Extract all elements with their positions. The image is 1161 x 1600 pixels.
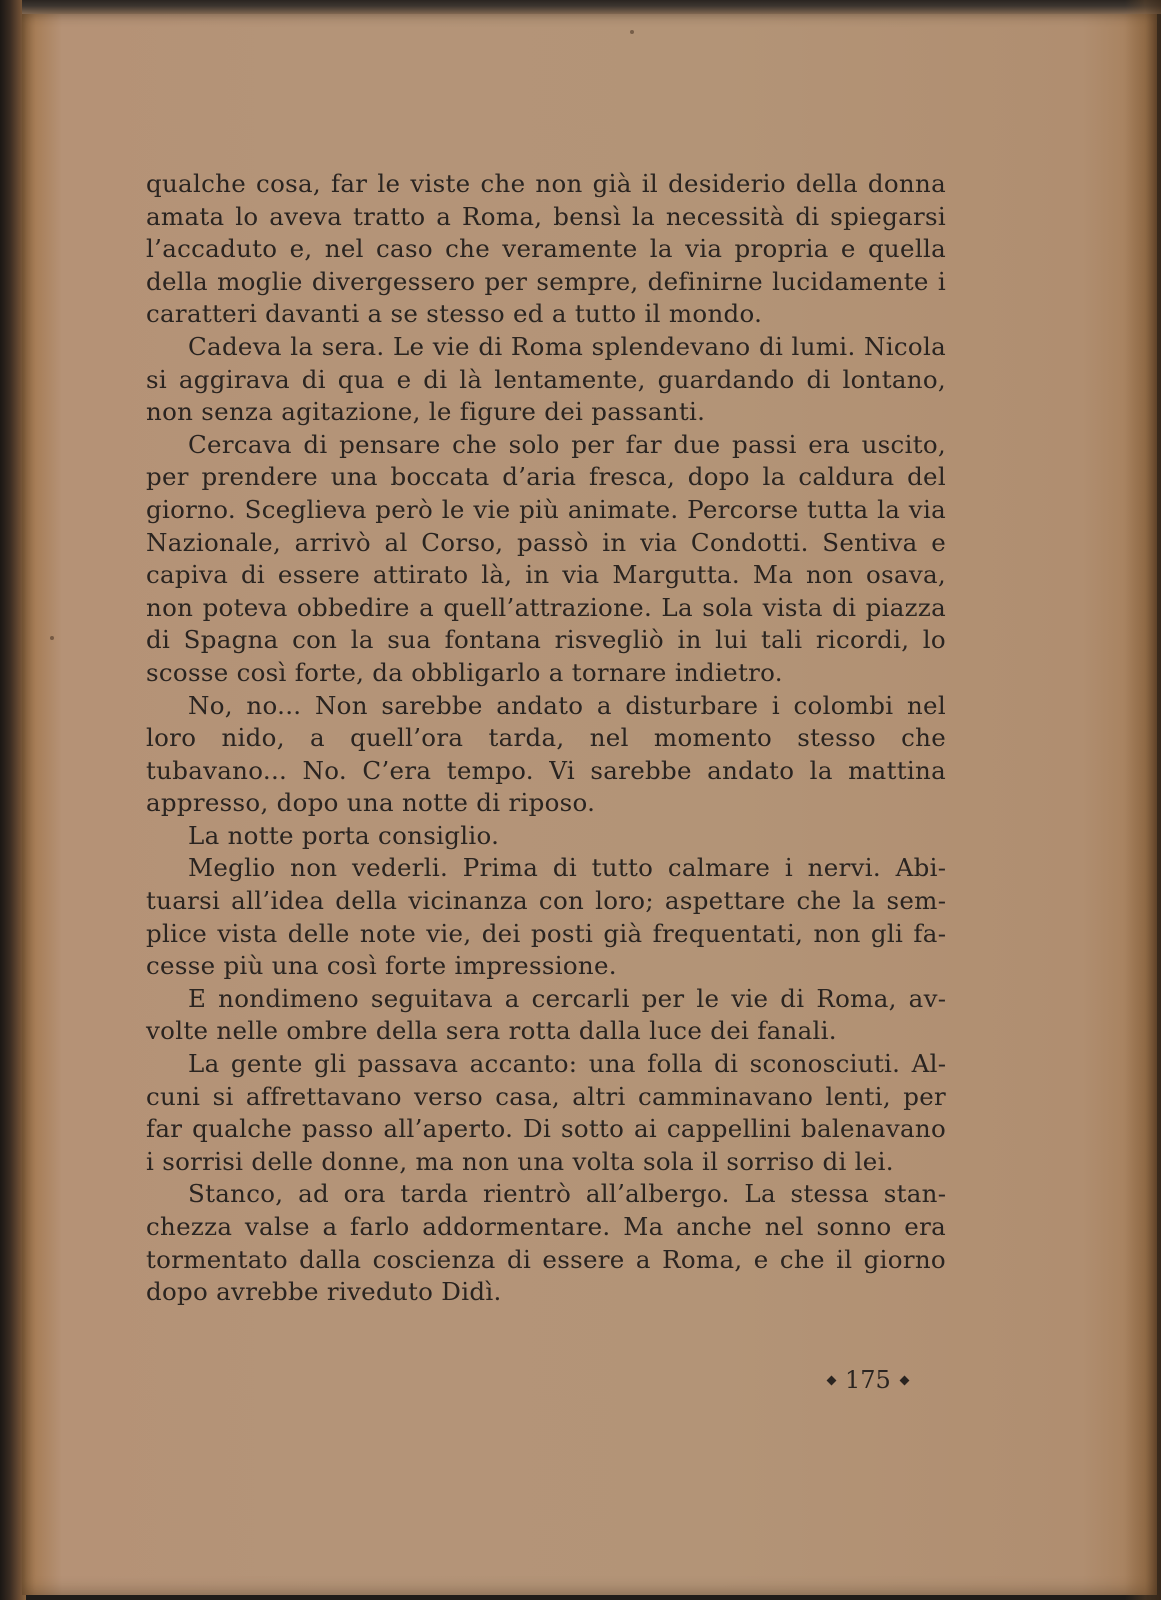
page-number (828, 1366, 928, 1394)
paragraph: La notte porta consiglio. (188, 820, 500, 850)
paper-speck (50, 636, 54, 640)
page-top-edge (22, 0, 1161, 14)
paragraph: No, no... Non sarebbe andato a disturbare i colombi nel loro nido, a quell’ora tarda, nel momento stesso che tubavano... No. C’era tempo. Vi sarebbe andato la mattina appresso, dopo una notte di riposo. (146, 690, 946, 818)
ornament-diamond-icon (899, 1375, 909, 1385)
paragraph: E nondimeno seguitava a cercarli per le vie di Roma, avvolte nelle ombre della sera rotta dalla luce dei fanali. (146, 983, 946, 1046)
paragraph: La gente gli passava accanto: una folla di sconosciuti. Alcuni si affrettavano verso casa, altri camminavano lenti, per far qualche passo all’aperto. Di sotto ai cappellini balenavano i sorrisi delle donne, ma non una volta sola il sorriso di lei. (146, 1049, 946, 1176)
paper-speck (630, 30, 634, 34)
body-text (146, 168, 946, 1309)
ornament-diamond-icon (827, 1375, 837, 1385)
page-number-text: 175 (845, 1366, 891, 1394)
paragraph: Cercava di pensare che solo per far due passi era uscito, per prendere una boccata d’aria fresca, dopo la caldura del giorno. Sceglieva però le vie più animate. Percorse tutta la via Nazionale, arrivò al Corso, passò in via Condotti. Sentiva e capiva di essere attirato là, in via Margutta. Ma non osava, non poteva obbedire a quell’attrazione. La sola vista di piazza di Spagna con la sua fontana risvegliò in lui tali ricordi, lo scosse così forte, da obbligarlo a tornare indietro. (146, 429, 946, 687)
page-right-edge (1125, 0, 1161, 1600)
paragraph: Stanco, ad ora tarda rientrò all’albergo. La stessa stanchezza valse a farlo addormentare. Ma anche nel sonno era tormentato dalla coscienza di essere a Roma, e che il giorno dopo avrebbe riveduto Didì. (146, 1179, 946, 1307)
paragraph: Meglio non vederli. Prima di tutto calmare i nervi. Abituarsi all’idea della vicinanza con loro; aspettare che la semplice vista delle note vie, dei posti già frequentati, non gli facesse più una così forte impressione. (146, 853, 946, 981)
paragraph: qualche cosa, far le viste che non già il desiderio della donna amata lo aveva tratto a Roma, bensì la necessità di spiegarsi l’accaduto e, nel caso che veramente la via propria e quella della moglie divergessero per sempre, definirne lucidamente i caratteri davanti a se stesso ed a tutto il mondo. (146, 169, 946, 329)
paragraph: Cadeva la sera. Le vie di Roma splendevano di lumi. Nicola si aggirava di qua e di là lentamente, guardando di lontano, non senza agitazione, le figure dei passanti. (146, 331, 946, 427)
